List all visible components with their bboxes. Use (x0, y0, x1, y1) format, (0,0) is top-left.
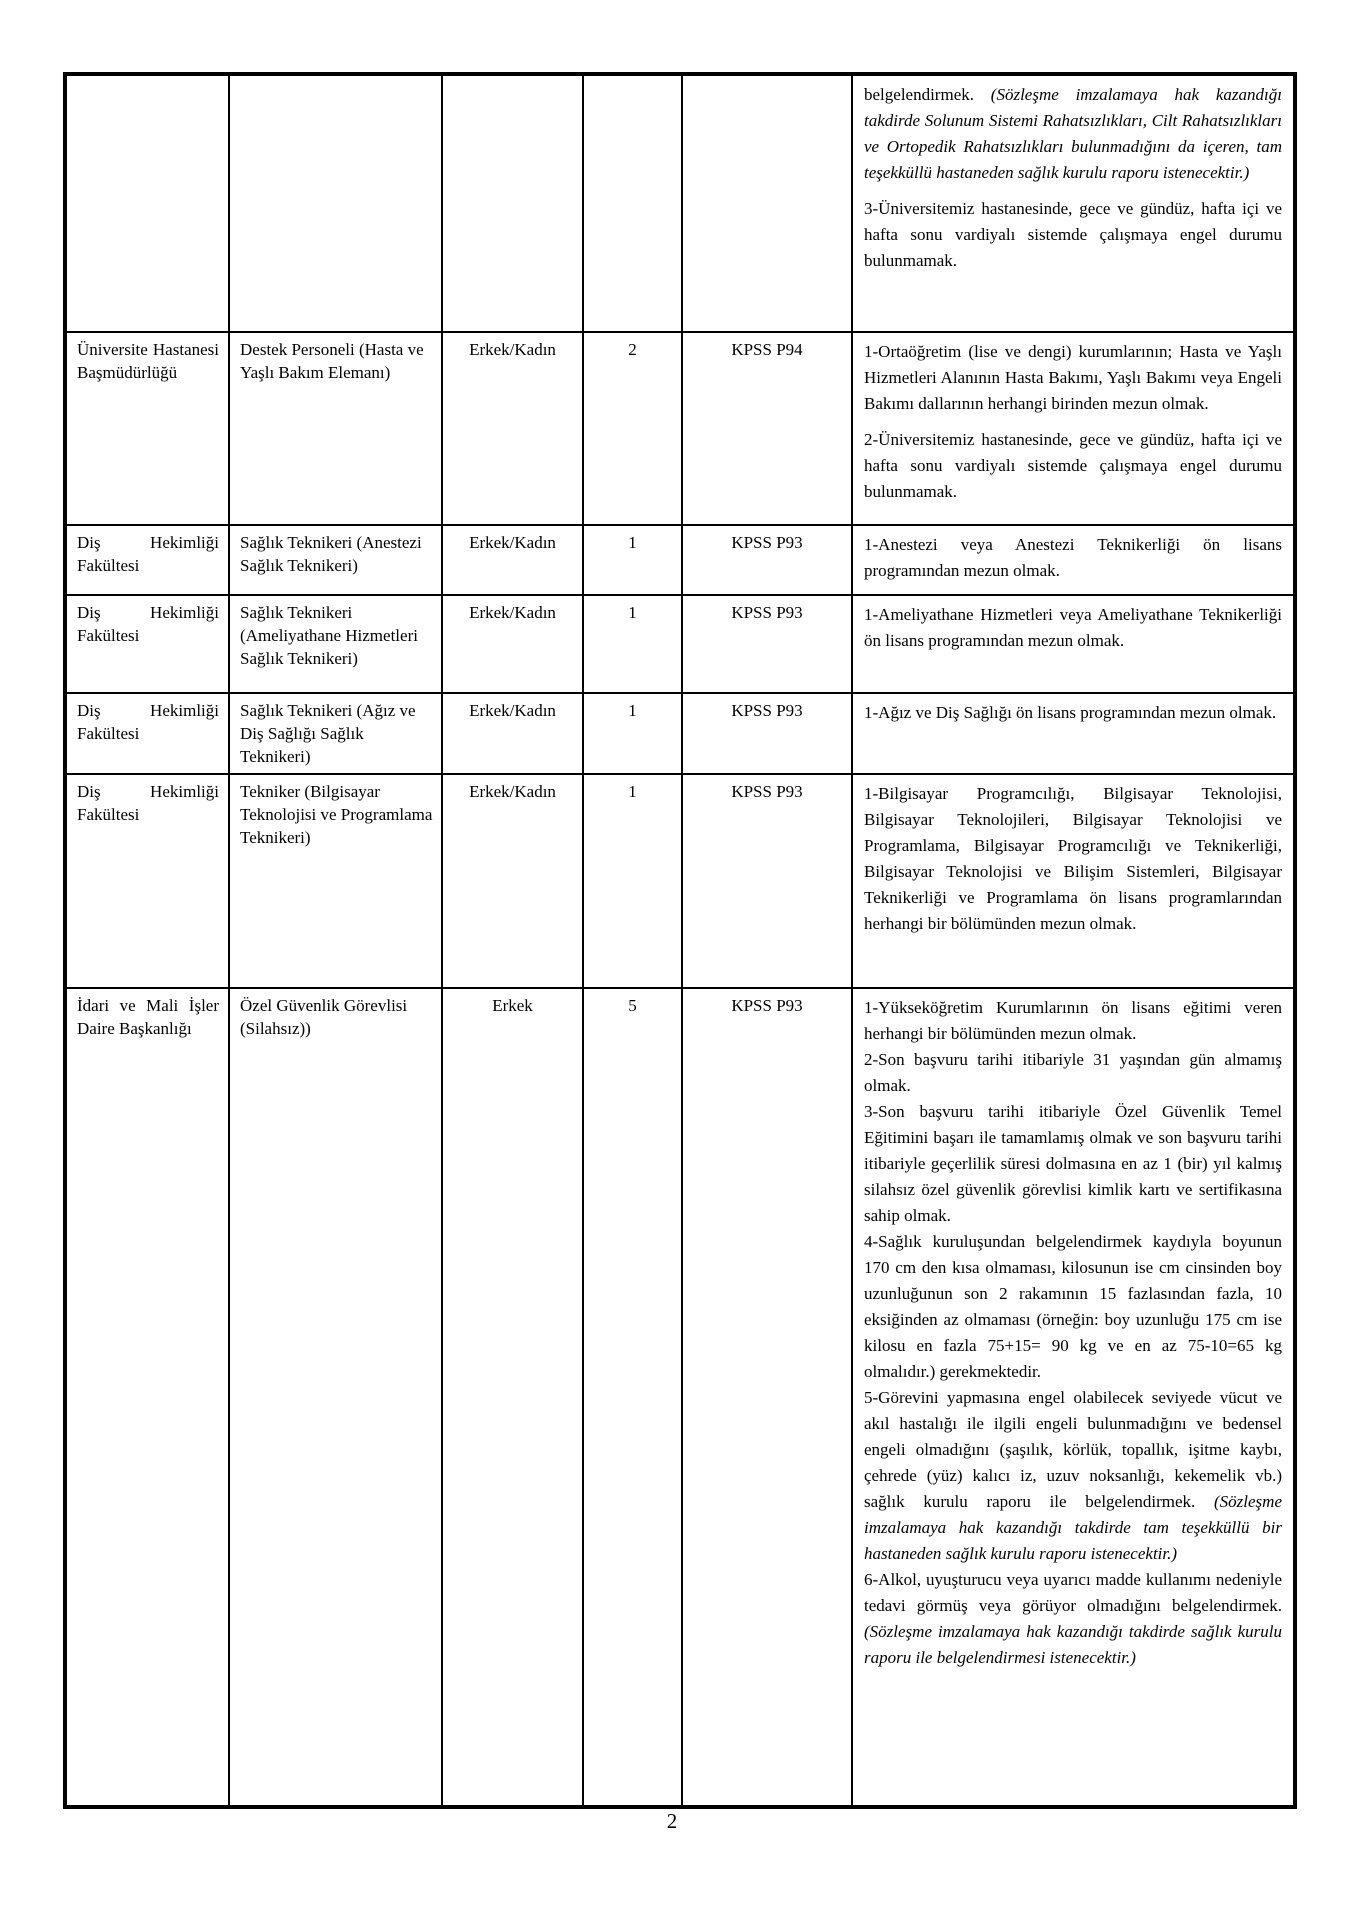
table-row (65, 595, 1295, 693)
requirement-text: 5-Görevini yapmasına engel olabilecek seviyede vücut ve akıl hastalığı ile ilgili engeli bulunmadığını ve bedensel engeli olmadığını (şaşılık, körlük, topallık, işitme kaybı, çehrede (yüz) kalıcı iz, uzuv noksanlığı, kekemelik vb.) sağlık kurulu raporu ile belgelendirmek. (864, 1388, 1282, 1511)
job-postings-table (63, 72, 1297, 1809)
kpss-cell: KPSS P93 (682, 595, 852, 693)
kpss-cell: KPSS P94 (682, 332, 852, 525)
requirement-text: belgelendirmek. (864, 85, 991, 104)
gender-cell: Erkek/Kadın (442, 774, 583, 988)
requirements-cell (852, 525, 1295, 595)
requirement-paragraph (864, 700, 1282, 726)
position-cell: Sağlık Teknikeri (Anestezi Sağlık Teknikeri) (229, 525, 442, 595)
requirement-note-italic: (Sözleşme imzalamaya hak kazandığı takdirde Solunum Sistemi Rahatsızlıkları, Cilt Rahatsızlıkları ve Ortopedik Rahatsızlıkları bulunmadığını da içeren, tam teşekküllü hastaneden sağlık kurulu raporu istenecektir.) (864, 85, 1282, 182)
gender-cell: Erkek/Kadın (442, 693, 583, 774)
unit-cell: İdari ve Mali İşler Daire Başkanlığı (65, 988, 229, 1807)
unit-cell (65, 74, 229, 332)
count-cell (583, 74, 682, 332)
unit-cell: Diş Hekimliği Fakültesi (65, 525, 229, 595)
gender-cell (442, 74, 583, 332)
gender-cell: Erkek/Kadın (442, 525, 583, 595)
unit-cell: Üniversite Hastanesi Başmüdürlüğü (65, 332, 229, 525)
page-number: 2 (666, 1809, 678, 1833)
requirement-text: 1-Ağız ve Diş Sağlığı ön lisans programından mezun olmak. (864, 703, 1277, 722)
requirements-cell (852, 74, 1295, 332)
unit-cell: Diş Hekimliği Fakültesi (65, 774, 229, 988)
count-cell: 1 (583, 693, 682, 774)
requirement-paragraph (864, 339, 1282, 417)
requirement-text: 1-Ortaöğretim (lise ve dengi) kurumlarının; Hasta ve Yaşlı Hizmetleri Alanının Hasta Bakımı, Yaşlı Bakımı veya Engeli Bakımı dallarının herhangi birinden mezun olmak. (864, 342, 1282, 413)
unit-cell: Diş Hekimliği Fakültesi (65, 693, 229, 774)
kpss-cell: KPSS P93 (682, 774, 852, 988)
requirement-note-italic: (Sözleşme imzalamaya hak kazandığı takdirde tam teşekküllü bir hastaneden sağlık kurulu raporu istenecektir.) (864, 1492, 1282, 1563)
table-row (65, 988, 1295, 1807)
table-row (65, 74, 1295, 332)
gender-cell: Erkek/Kadın (442, 595, 583, 693)
requirement-text: 1-Anestezi veya Anestezi Teknikerliği ön lisans programından mezun olmak. (864, 535, 1282, 580)
table-row (65, 525, 1295, 595)
gender-cell: Erkek/Kadın (442, 332, 583, 525)
requirement-paragraph (864, 427, 1282, 505)
requirement-paragraph (864, 1567, 1282, 1671)
position-cell: Özel Güvenlik Görevlisi (Silahsız)) (229, 988, 442, 1807)
requirement-paragraph (864, 1385, 1282, 1567)
kpss-cell (682, 74, 852, 332)
count-cell: 1 (583, 774, 682, 988)
position-cell: Sağlık Teknikeri (Ameliyathane Hizmetleri Sağlık Teknikeri) (229, 595, 442, 693)
position-cell: Tekniker (Bilgisayar Teknolojisi ve Programlama Teknikeri) (229, 774, 442, 988)
count-cell: 1 (583, 525, 682, 595)
unit-cell: Diş Hekimliği Fakültesi (65, 595, 229, 693)
requirements-cell (852, 332, 1295, 525)
requirement-paragraph (864, 995, 1282, 1047)
table-row (65, 332, 1295, 525)
requirement-text: 6-Alkol, uyuşturucu veya uyarıcı madde kullanımı nedeniyle tedavi görmüş veya görüyor olmadığını belgelendirmek. (864, 1570, 1282, 1615)
table-row (65, 774, 1295, 988)
requirement-note-italic: (Sözleşme imzalamaya hak kazandığı takdirde sağlık kurulu raporu ile belgelendirmesi istenecektir.) (864, 1622, 1282, 1667)
requirement-text: 4-Sağlık kuruluşundan belgelendirmek kaydıyla boyunun 170 cm den kısa olmaması, kilosunun ise cm cinsinden boy uzunluğunun son 2 rakamının 15 fazlasından fazla, 10 eksiğinden az olmaması (örneğin: boy uzunluğu 175 cm ise kilosu en fazla 75+15= 90 kg ve en az 75-10=65 kg olmalıdır.) gerekmektedir. (864, 1232, 1282, 1381)
requirements-cell (852, 988, 1295, 1807)
requirement-text: 3-Üniversitemiz hastanesinde, gece ve gündüz, hafta içi ve hafta sonu vardiyalı sistemde çalışmaya engel durumu bulunmamak. (864, 199, 1282, 270)
requirements-cell (852, 693, 1295, 774)
gender-cell: Erkek (442, 988, 583, 1807)
requirement-text: 2-Üniversitemiz hastanesinde, gece ve gündüz, hafta içi ve hafta sonu vardiyalı sistemde çalışmaya engel durumu bulunmamak. (864, 430, 1282, 501)
table-row (65, 693, 1295, 774)
requirement-text: 2-Son başvuru tarihi itibariyle 31 yaşından gün almamış olmak. (864, 1050, 1282, 1095)
requirement-paragraph (864, 1229, 1282, 1385)
position-cell: Sağlık Teknikeri (Ağız ve Diş Sağlığı Sağlık Teknikeri) (229, 693, 442, 774)
kpss-cell: KPSS P93 (682, 693, 852, 774)
count-cell: 1 (583, 595, 682, 693)
requirement-paragraph (864, 1099, 1282, 1229)
requirement-text: 3-Son başvuru tarihi itibariyle Özel Güvenlik Temel Eğitimini başarı ile tamamlamış olmak ve son başvuru tarihi itibariyle geçerlilik süresi dolmasına en az 1 (bir) yıl kalmış silahsız özel güvenlik görevlisi kimlik kartı ve sertifikasına sahip olmak. (864, 1102, 1282, 1225)
requirement-paragraph (864, 602, 1282, 654)
position-cell (229, 74, 442, 332)
requirement-text: 1-Ameliyathane Hizmetleri veya Ameliyathane Teknikerliği ön lisans programından mezun olmak. (864, 605, 1282, 650)
count-cell: 2 (583, 332, 682, 525)
requirement-text: 1-Yükseköğretim Kurumlarının ön lisans eğitimi veren herhangi bir bölümünden mezun olmak. (864, 998, 1282, 1043)
requirements-cell (852, 595, 1295, 693)
table-body (65, 74, 1295, 1807)
requirement-paragraph (864, 196, 1282, 274)
requirements-cell (852, 774, 1295, 988)
kpss-cell: KPSS P93 (682, 525, 852, 595)
count-cell: 5 (583, 988, 682, 1807)
requirement-paragraph (864, 1047, 1282, 1099)
kpss-cell: KPSS P93 (682, 988, 852, 1807)
requirement-paragraph (864, 82, 1282, 186)
requirement-paragraph (864, 532, 1282, 584)
requirement-text: 1-Bilgisayar Programcılığı, Bilgisayar Teknolojisi, Bilgisayar Teknolojileri, Bilgisayar Teknolojisi ve Programlama, Bilgisayar Programcılığı ve Teknikerliği, Bilgisayar Teknolojisi ve Bilişim Sistemleri, Bilgisayar Teknikerliği ve Programlama ön lisans programlarından herhangi bir bölümünden mezun olmak. (864, 784, 1282, 933)
requirement-paragraph (864, 781, 1282, 937)
position-cell: Destek Personeli (Hasta ve Yaşlı Bakım Elemanı) (229, 332, 442, 525)
